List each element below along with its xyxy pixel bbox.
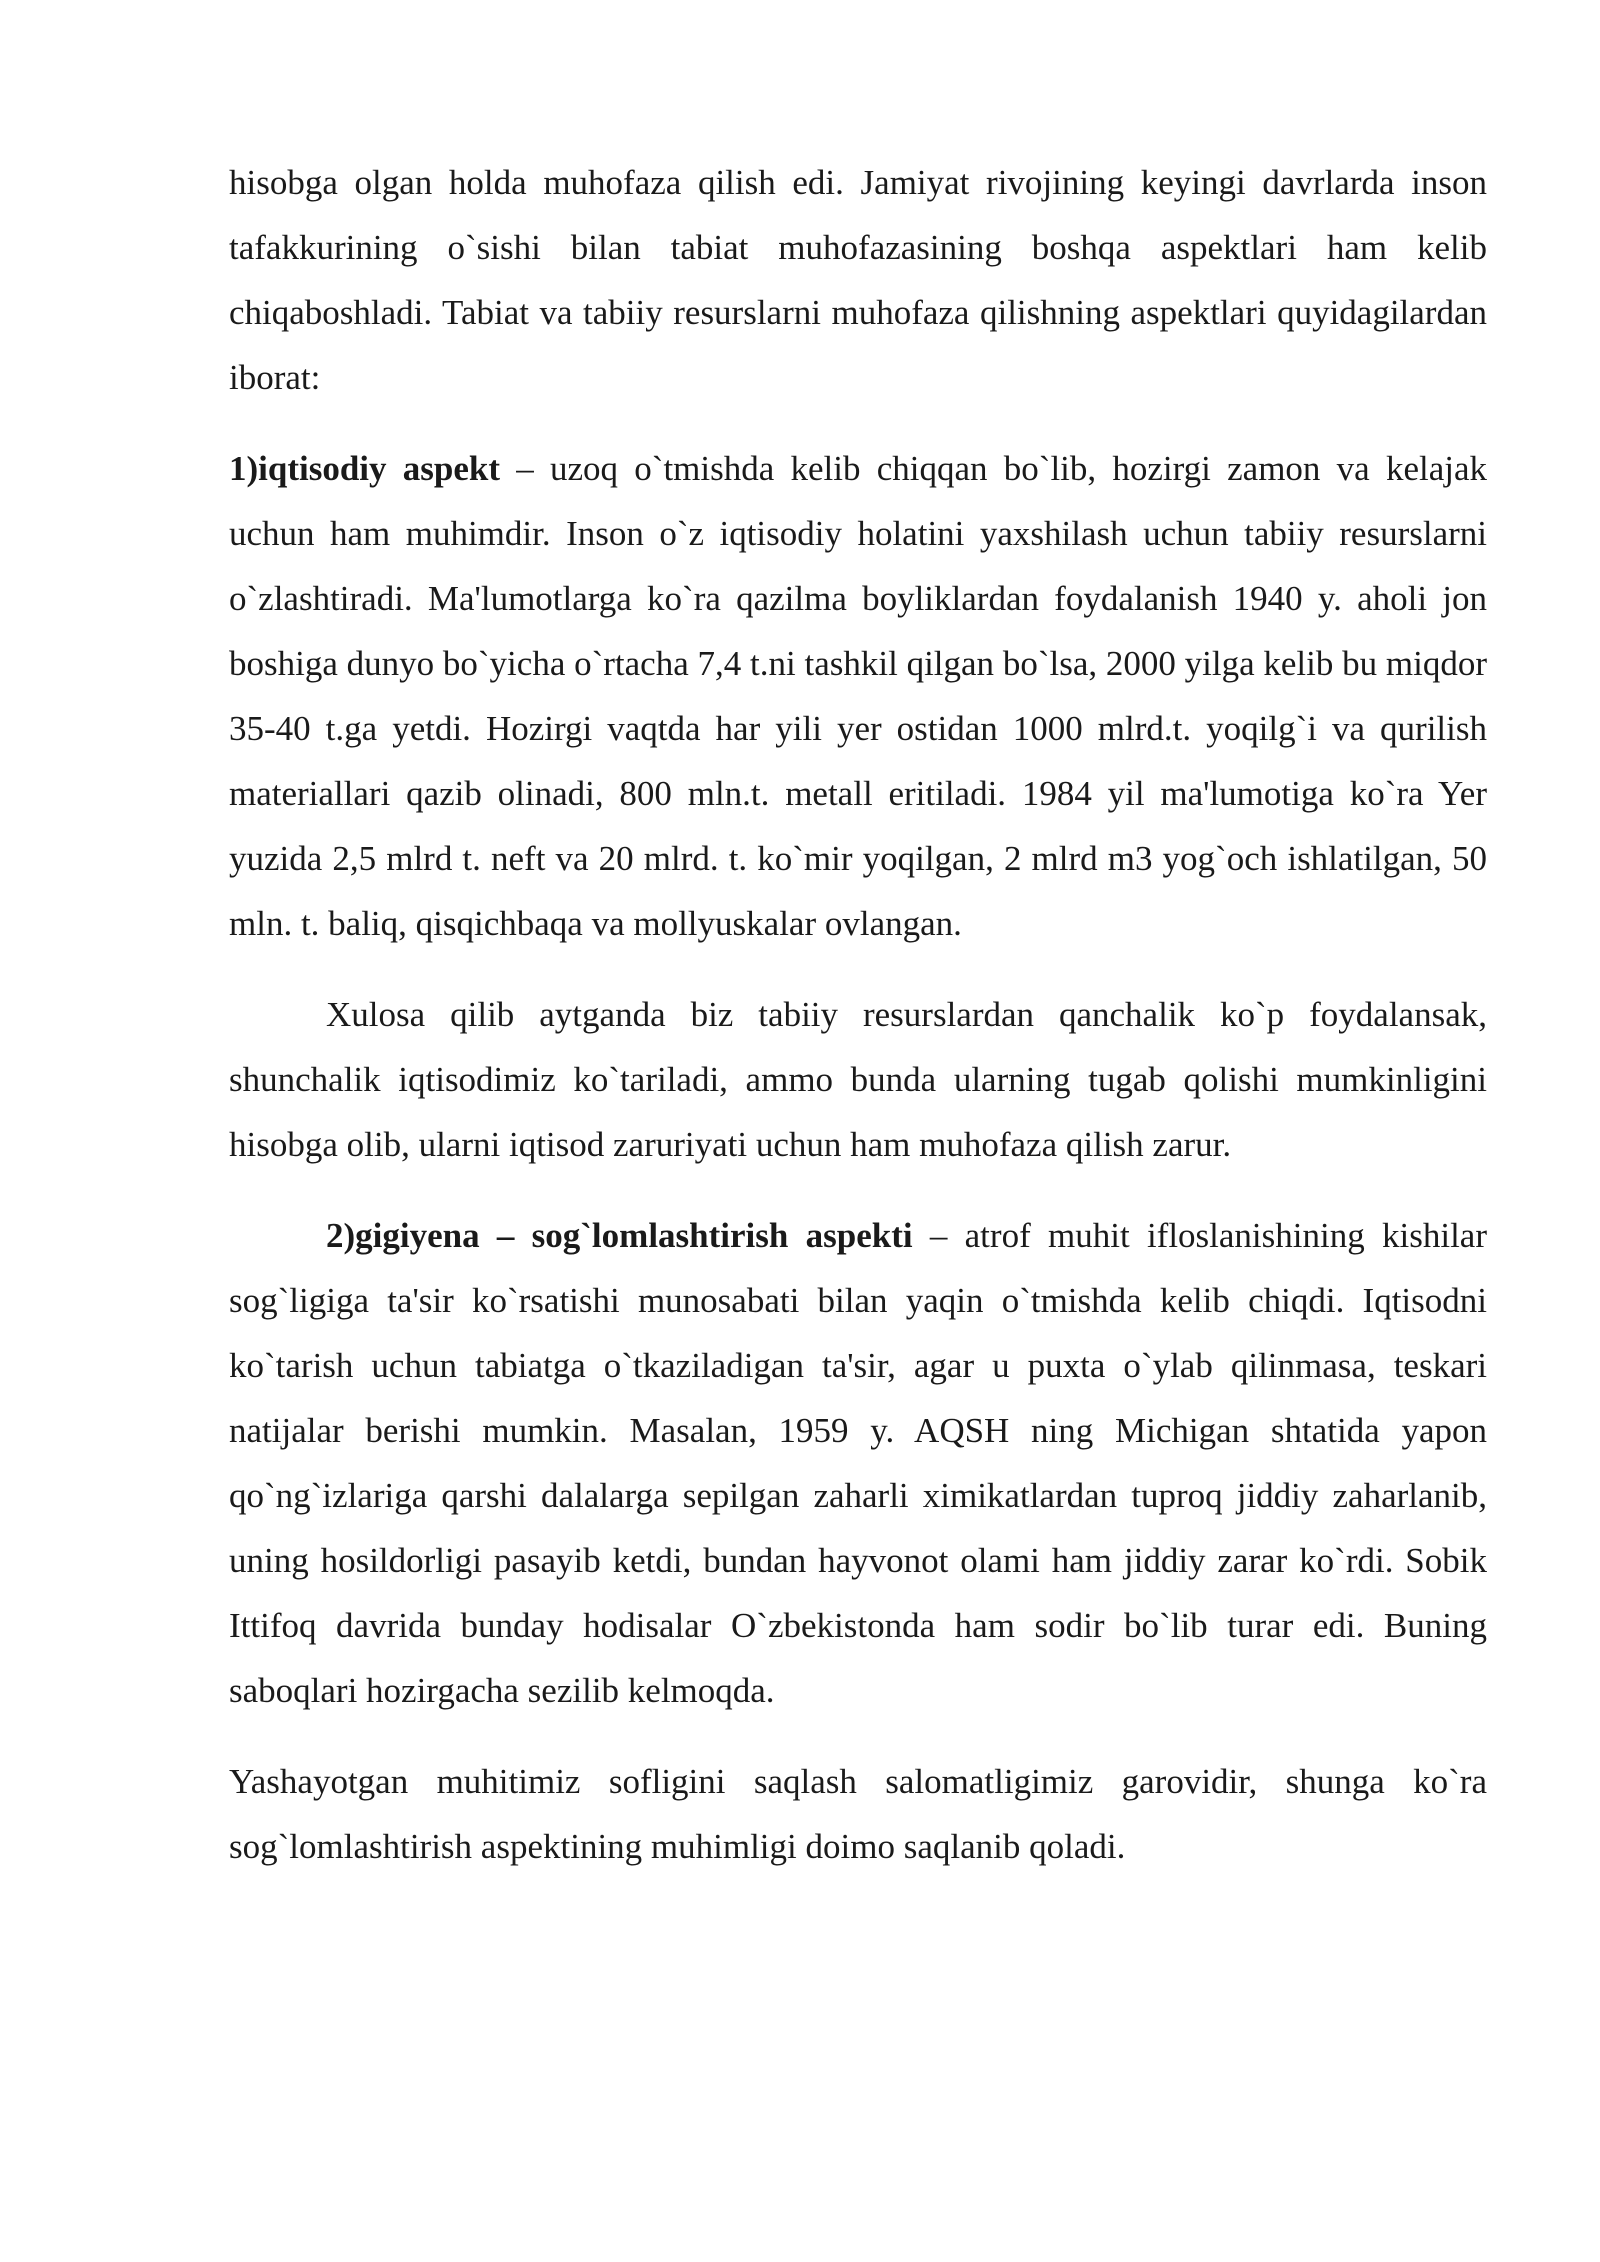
paragraph-conclusion xyxy=(229,982,1487,1177)
economic-aspect-text: – uzoq o`tmishda kelib chiqqan bo`lib, hozirgi zamon va kelajak uchun ham muhimdir. Inson o`z iqtisodiy holatini yaxshilash uchun tabiiy resurslarni o`zlashtiradi. Ma'lumotlarga ko`ra qazilma boyliklardan foydalanish 1940 y. aholi jon boshiga dunyo bo`yicha o`rtacha 7,4 t.ni tashkil qilgan bo`lsa, 2000 yilga kelib bu miqdor 35-40 t.ga yetdi. Hozirgi vaqtda har yili yer ostidan 1000 mlrd.t. yoqilg`i va qurilish materiallari qazib olinadi, 800 mln.t. metall eritiladi. 1984 yil ma'lumotiga ko`ra Yer yuzida 2,5 mlrd t. neft va 20 mlrd. t. ko`mir yoqilgan, 2 mlrd m3 yog`och ishlatilgan, 50 mln. t. baliq, qisqichbaqa va mollyuskalar ovlangan. xyxy=(229,449,1487,943)
document-page xyxy=(229,150,1487,1879)
hygiene-aspect-text: – atrof muhit ifloslanishining kishilar sog`ligiga ta'sir ko`rsatishi munosabati bilan yaqin o`tmishda kelib chiqdi. Iqtisodni ko`tarish uchun tabiatga o`tkaziladigan ta'sir, agar u puxta o`ylab qilinmasa, teskari natijalar berishi mumkin. Masalan, 1959 y. AQSH ning Michigan shtatida yapon qo`ng`izlariga qarshi dalalarga sepilgan zaharli ximikatlardan tuproq jiddiy zaharlanib, uning hosildorligi pasayib ketdi, bundan hayvonot olami ham jiddiy zarar ko`rdi. Sobik Ittifoq davrida bunday hodisalar O`zbekistonda ham sodir bo`lib turar edi. Buning saboqlari hozirgacha sezilib kelmoqda. xyxy=(229,1216,1487,1710)
paragraph-conclusion-text: Xulosa qilib aytganda biz tabiiy resurslardan qanchalik ko`p foydalansak, shunchalik iqtisodimiz ko`tariladi, ammo bunda ularning tugab qolishi mumkinligini hisobga olib, ularni iqtisod zaruriyati uchun ham muhofaza qilish zarur. xyxy=(229,995,1487,1164)
paragraph-hygiene-aspect xyxy=(229,1203,1487,1723)
paragraph-health-importance-text: Yashayotgan muhitimiz sofligini saqlash salomatligimiz garovidir, shunga ko`ra sog`lomlashtirish aspektining muhimligi doimo saqlanib qoladi. xyxy=(229,1762,1487,1866)
paragraph-economic-aspect xyxy=(229,436,1487,956)
paragraph-intro xyxy=(229,150,1487,410)
economic-aspect-heading: 1)iqtisodiy aspekt xyxy=(229,449,501,488)
hygiene-aspect-heading: 2)gigiyena – sog`lomlashtirish aspekti xyxy=(326,1216,913,1255)
paragraph-intro-text: hisobga olgan holda muhofaza qilish edi. Jamiyat rivojining keyingi davrlarda inson tafakkurining o`sishi bilan tabiat muhofazasining boshqa aspektlari ham kelib chiqaboshladi. Tabiat va tabiiy resurslarni muhofaza qilishning aspektlari quyidagilardan iborat: xyxy=(229,163,1487,397)
paragraph-health-importance xyxy=(229,1749,1487,1879)
